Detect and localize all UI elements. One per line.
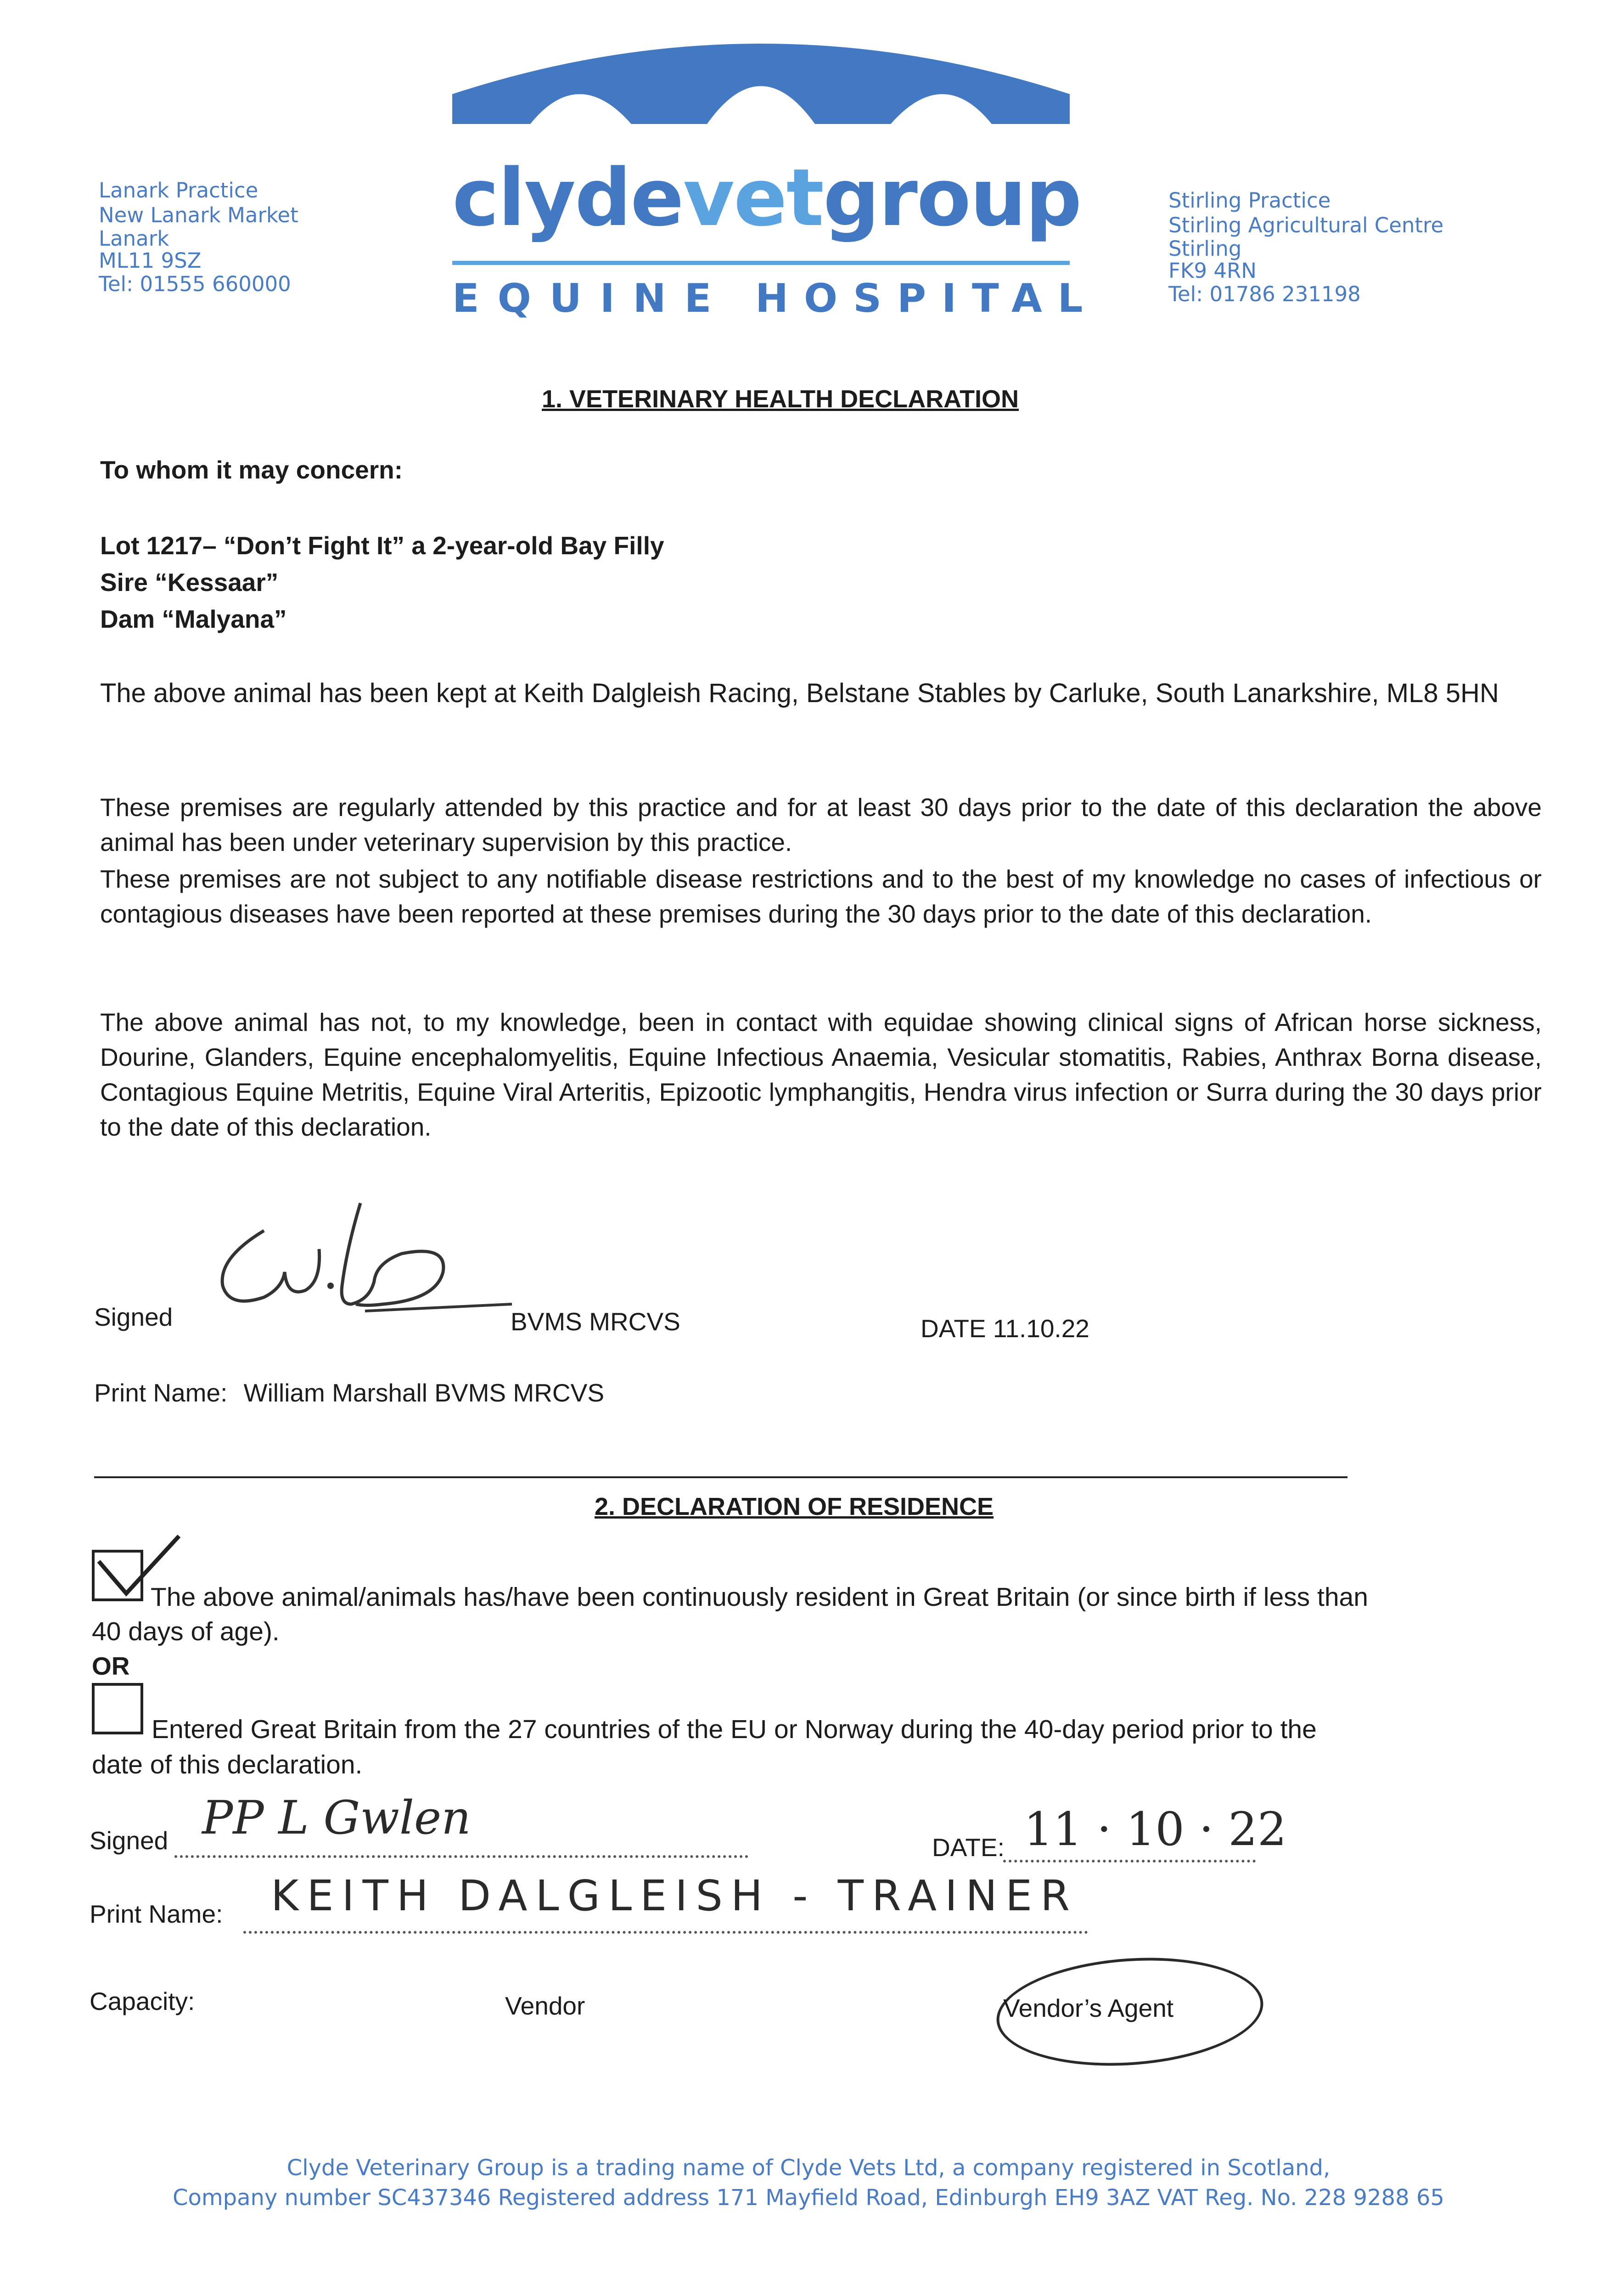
vet-signature [209,1194,517,1322]
hospital-word-equine: EQUINE [452,276,730,321]
option1-text-line2: 40 days of age). [92,1617,280,1646]
hospital-word-hospital: HOSPITAL [755,276,1099,321]
vendor-signature-line[interactable] [174,1851,748,1858]
address-line: FK9 4RN [1168,259,1257,283]
address-line: Lanark Practice [99,178,258,203]
section1-heading: 1. VETERINARY HEALTH DECLARATION [542,385,1019,413]
vendor-print-name-label: Print Name: [90,1900,223,1928]
vendor-date-label: DATE: [932,1833,1005,1862]
address-line: New Lanark Market [99,203,298,227]
address-line: Tel: 01555 660000 [99,272,291,296]
vendor-print-name-line[interactable] [243,1926,1088,1934]
option2-text-line1: Entered Great Britain from the 27 countries of the EU or Norway during the 40-day period prior to the [152,1715,1317,1744]
vendor-date-line[interactable] [1003,1855,1256,1863]
footer-line-2: Company number SC437346 Registered address 171 Mayfield Road, Edinburgh EH9 3AZ VAT Reg. No. 228 9288 65 [173,2185,1444,2211]
print-name-value: William Marshall BVMS MRCVS [243,1379,605,1407]
contact-paragraph: The above animal has not, to my knowledge, been in contact with equidae showing clinical signs of African horse sickness, Dourine, Glanders, Equine encephalomyelitis, Equine Infectious Anaemia, Vesicular stomatitis, Rabies, Anthrax Borna disease, Contagious Equine Metritis, Equine Viral Arteritis, Epizootic lymphangitis, Hendra virus infection or Surra during the 30 days prior to the date of this declaration. [100,1008,1542,1141]
section2-heading: 2. DECLARATION OF RESIDENCE [595,1493,994,1520]
stirling-practice-address [1168,188,1443,307]
bridge-arches-logo [452,21,1070,124]
vet-signed-label: Signed [94,1303,173,1331]
section-divider [94,1476,1348,1478]
option2-text-line2: date of this declaration. [92,1750,363,1779]
vendor-signed-label: Signed [90,1826,168,1855]
address-line: ML11 9SZ [99,248,202,273]
vet-print-name [94,1375,604,1410]
vet-qualification: BVMS MRCVS [511,1307,680,1336]
footer-line-1: Clyde Veterinary Group is a trading name of Clyde Vets Ltd, a company registered in Scotland, [286,2155,1331,2181]
or-separator: OR [92,1652,130,1680]
greeting: To whom it may concern: [100,456,403,484]
brand-underline [452,261,1070,265]
brand-wordmark [452,152,1081,244]
capacity-label: Capacity: [90,1987,195,2015]
capacity-option-vendor[interactable]: Vendor [505,1992,585,2020]
option1-text-line1: The above animal/animals has/have been continuously resident in Great Britain (or since birth if less than [151,1582,1368,1612]
address-line: Stirling Practice [1168,188,1331,213]
sire-line: Sire “Kessaar” [100,568,279,597]
lanark-practice-address [99,178,298,297]
brand-clyde: clyde [452,152,683,244]
address-line: Stirling [1168,236,1242,261]
vendor-print-name-value: KEITH DALGLEISH - TRAINER [271,1871,1078,1920]
lot-line: Lot 1217– “Don’t Fight It” a 2-year-old Bay Filly [100,531,664,560]
capacity-option-vendors-agent[interactable]: Vendor’s Agent [1003,1994,1174,2022]
dam-line: Dam “Malyana” [100,605,287,633]
address-line: Tel: 01786 231198 [1168,282,1361,306]
vendor-date-value: 11 · 10 · 22 [1024,1802,1287,1856]
brand-vet: vet [683,152,823,244]
address-line: Stirling Agricultural Centre [1168,213,1444,237]
premises-paragraph-2: These premises are not subject to any notifiable disease restrictions and to the best of my knowledge no cases of infectious or contagious diseases have been reported at these premises during the 30 days prior to the date of this declaration. [100,865,1542,928]
vet-signature-date: DATE 11.10.22 [921,1314,1089,1343]
print-name-label: Print Name: [94,1379,228,1407]
vendor-signature: PP L Gwlen [202,1791,471,1845]
residence-checkbox-option2[interactable] [92,1683,143,1734]
address-line: Lanark [99,226,169,251]
brand-group: group [823,152,1081,244]
kept-at-paragraph: The above animal has been kept at Keith Dalgleish Racing, Belstane Stables by Carluke, South Lanarkshire, ML8 5HN [100,678,1499,708]
premises-paragraph-1: These premises are regularly attended by this practice and for at least 30 days prior to the date of this declaration the above animal has been under veterinary supervision by this practice. [100,793,1542,856]
